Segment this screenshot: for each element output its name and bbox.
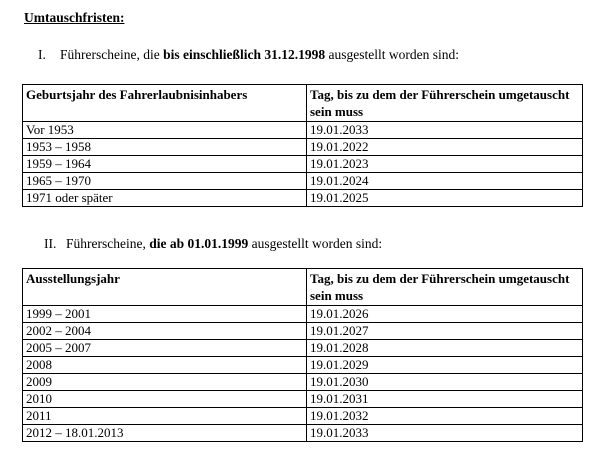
cell-birth-year: 1953 – 1958 — [23, 139, 307, 156]
table-row — [23, 323, 583, 340]
header-birth-year: Geburtsjahr des Fahrerlaubnisinhabers — [23, 85, 307, 122]
cell-deadline: 19.01.2024 — [307, 173, 583, 190]
section-2-text-pre: Führerscheine, — [66, 236, 150, 251]
cell-birth-year: Vor 1953 — [23, 122, 307, 139]
cell-issue-year: 2008 — [23, 357, 307, 374]
table-row — [23, 190, 583, 207]
cell-issue-year: 2002 – 2004 — [23, 323, 307, 340]
table-row — [23, 391, 583, 408]
section-1-text-bold: bis einschließlich 31.12.1998 — [163, 47, 326, 62]
cell-birth-year: 1959 – 1964 — [23, 156, 307, 173]
cell-deadline: 19.01.2033 — [307, 122, 583, 139]
cell-deadline: 19.01.2029 — [307, 357, 583, 374]
table-row — [23, 374, 583, 391]
cell-deadline: 19.01.2026 — [307, 306, 583, 323]
table-row — [23, 122, 583, 139]
section-1-numeral: I. — [38, 47, 46, 62]
cell-issue-year: 2011 — [23, 408, 307, 425]
cell-deadline: 19.01.2027 — [307, 323, 583, 340]
cell-deadline: 19.01.2025 — [307, 190, 583, 207]
section-1-heading — [38, 47, 459, 63]
cell-deadline: 19.01.2030 — [307, 374, 583, 391]
section-1-text-post: ausgestellt worden sind: — [325, 47, 459, 62]
cell-issue-year: 2012 – 18.01.2013 — [23, 425, 307, 442]
header-deadline: Tag, bis zu dem der Führerschein umgetauscht sein muss — [307, 85, 583, 122]
cell-issue-year: 1999 – 2001 — [23, 306, 307, 323]
cell-issue-year: 2009 — [23, 374, 307, 391]
cell-deadline: 19.01.2031 — [307, 391, 583, 408]
table-license-by-birth-year — [22, 84, 583, 207]
table-row — [23, 156, 583, 173]
table-row — [23, 139, 583, 156]
cell-birth-year: 1971 oder später — [23, 190, 307, 207]
table-row — [23, 425, 583, 442]
cell-deadline: 19.01.2028 — [307, 340, 583, 357]
cell-issue-year: 2005 – 2007 — [23, 340, 307, 357]
section-2-heading — [44, 236, 382, 252]
page-title: Umtauschfristen: — [24, 10, 125, 25]
cell-deadline: 19.01.2022 — [307, 139, 583, 156]
cell-issue-year: 2010 — [23, 391, 307, 408]
table-header-row — [23, 85, 583, 122]
section-2-text-bold: die ab 01.01.1999 — [149, 236, 249, 251]
section-1-text-pre: Führerscheine, die — [60, 47, 164, 62]
cell-deadline: 19.01.2032 — [307, 408, 583, 425]
table-row — [23, 357, 583, 374]
cell-deadline: 19.01.2033 — [307, 425, 583, 442]
table-row — [23, 306, 583, 323]
table-header-row — [23, 269, 583, 306]
cell-birth-year: 1965 – 1970 — [23, 173, 307, 190]
header-deadline: Tag, bis zu dem der Führerschein umgetauscht sein muss — [307, 269, 583, 306]
cell-deadline: 19.01.2023 — [307, 156, 583, 173]
table-row — [23, 408, 583, 425]
section-2-text-post: ausgestellt worden sind: — [248, 236, 383, 251]
section-2-numeral: II. — [44, 236, 57, 251]
table-license-by-issue-year — [22, 268, 583, 442]
header-issue-year: Ausstellungsjahr — [23, 269, 307, 306]
table-row — [23, 340, 583, 357]
table-row — [23, 173, 583, 190]
